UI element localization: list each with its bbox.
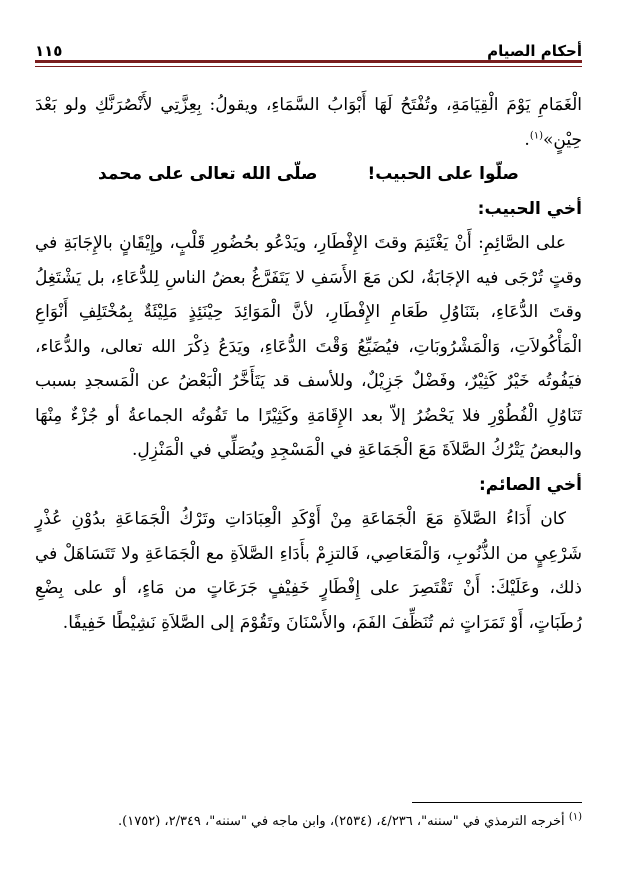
section-heading-fasting: أخي الصائم: [478,474,582,495]
header-rule-thick [35,60,582,63]
salawat-response: صلّى الله تعالى على محمد [98,164,318,184]
footnote [35,808,582,835]
page-header [35,30,582,60]
footnote-reference[interactable]: (١) [529,129,544,141]
footnote-marker: (١) [568,811,582,823]
section-heading-beloved: أخي الحبيب: [477,198,582,219]
page-number: ١١٥ [35,42,63,60]
paragraph-congregation: كان أَدَاءُ الصَّلاَةِ مَعَ الْجَمَاعَةِ مِنْ أَوْكَدِ الْعِبَادَاتِ وتَرْكُ الْجَمَاعَةِ بدُوْنِ عُذْرٍ شَرْعِيٍ من الذُّنُوبِ، وَالْمَعَاصِي، فَالتزِمْ بأَدَاءِ الصَّلاَةِ مع الْجَمَاعَةِ ولا تَتَسَاهَلْ في ذلك، وعَلَيْكَ: أَنْ تَقْتَصِرَ على إِفْطَارٍ خَفِيْفٍ جَرَعَاتٍ من مَاءٍ، أو على بِضْعِ رُطَبَاتٍ، أَوْ تَمَرَاتٍ ثم تُنَظِّفَ الفَمَ، والأَسْنَانَ وتَقُوْمَ إلى الصَّلاَةِ نَشِيْطًا خَفِيفًا. [35,509,582,633]
footnote-rule [412,802,582,803]
running-title: أحكام الصيام [487,42,582,60]
header-rule-thin [35,66,582,67]
salawat-line [35,157,582,192]
salawat-call: صلّوا على الحبيب! [367,164,519,184]
paragraph-iftar-dua: على الصَّائِمِ: أَنْ يَغْتَنِمَ وقتَ الإِفْطَارِ، ويَدْعُو بحُضُورِ قَلْبٍ، وإِيْقَانٍ بالإِجَابَةِ في وقتٍ تُرْجَى فيه الإجَابَةُ، لكن مَعَ الأَسَفِ لا يَتَفَرَّغُ بعضُ الناسِ لِلدُّعَاءِ، بل يَشْتَغِلُ وقتَ الدُّعَاءِ، بتَنَاوُلِ طَعَامِ الإِفْطَارِ، لأنَّ الْمَوَائِدَ حِيْنَئِذٍ مَلِيْئَةٌ بِمُخْتَلِفِ أَنْوَاعِ الْمَأْكُولاَتِ، وَالْمَشْرُوبَاتِ، فيُضَيِّعُ وَقْتَ الدُّعَاءِ، ويَدَعُ ذِكْرَ الله تعالى، والدُّعَاء، فيَفُوتُه خَيْرٌ كَثِيْرٌ، وفَضْلٌ جَزِيْلٌ، وللأسف قد يَتَأَخَّرُ الْبَعْضُ عن الْمَسجدِ بسبب تَنَاوُلِ الْفُطُوْرِ فلا يَحْضُرُ إلاّ بعد الإِقَامَةِ وكَثِيْرًا ما تَفُوتُه الجماعةُ أو جُزْءٌ مِنْهَا والبعضُ يَتْرُكُ الصَّلاَةَ مَعَ الْجَمَاعَةِ في الْمَسْجِدِ ويُصَلِّي في الْمَنْزِلِ. [35,233,582,460]
hadith-end-punct: . [524,129,530,150]
hadith-text: الْغَمَامِ يَوْمَ الْقِيَامَةِ، وتُفْتَحُ لَهَا أَبْوَابُ السَّمَاءِ، ويقولُ: بِعِزَّتِي لأَنْصُرَنَّكِ ولو بَعْدَ حِيْنٍ» [35,95,582,150]
footnote-text: أخرجه الترمذي في "سننه"، ٤/٢٣٦، (٢٥٣٤)، وابن ماجه في "سننه"، ٢/٣٤٩، (١٧٥٢). [118,814,565,829]
page-body [35,88,582,640]
paragraph-hadith-end [35,88,582,157]
